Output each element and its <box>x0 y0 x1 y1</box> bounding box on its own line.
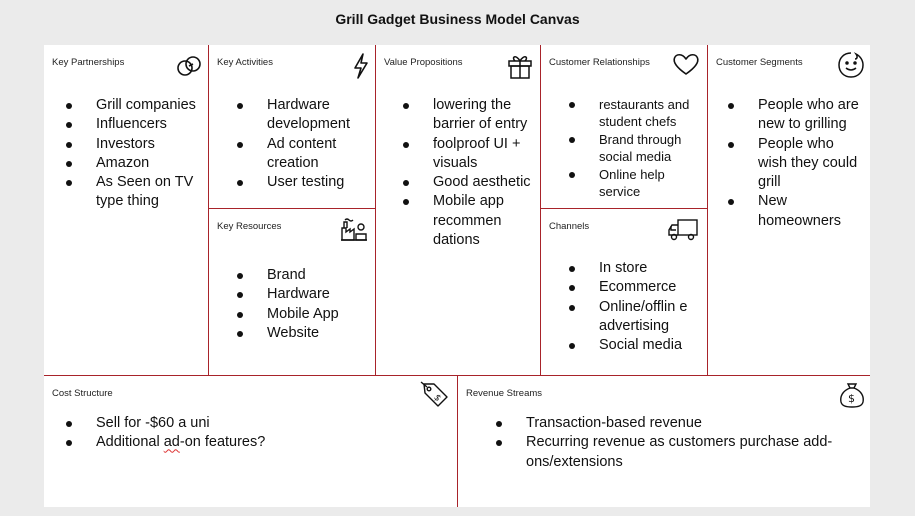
channels-label: Channels <box>549 221 590 232</box>
channels-block <box>541 209 708 375</box>
customer-segments-label: Customer Segments <box>716 57 803 68</box>
list-item: Influencers <box>64 115 204 134</box>
list-item: Mobile App <box>235 305 375 324</box>
link-icon <box>174 51 204 81</box>
customer-relationships-label: Customer Relationships <box>549 57 650 68</box>
list-item: Mobile app recommen dations <box>401 192 539 250</box>
list-item: Social media <box>567 336 707 355</box>
factory-icon <box>339 214 369 244</box>
smiley-face-icon <box>836 50 866 80</box>
channels-list <box>567 259 707 355</box>
list-item: Grill companies <box>64 96 204 115</box>
cost-structure-label: Cost Structure <box>52 388 113 399</box>
list-item: Ecommerce <box>567 278 707 297</box>
list-item: Sell for -$60 a uni <box>64 414 444 433</box>
list-item: In store <box>567 259 707 278</box>
cost-structure-list <box>64 414 444 453</box>
item-text: -on features? <box>179 434 266 451</box>
key-partnerships-list <box>64 96 204 212</box>
customer-segments-list <box>726 96 866 231</box>
svg-text:$: $ <box>848 392 855 405</box>
gift-icon <box>505 51 535 81</box>
value-propositions-label: Value Propositions <box>384 57 463 68</box>
key-activities-label: Key Activities <box>217 57 273 68</box>
key-partnerships-label: Key Partnerships <box>52 57 125 68</box>
list-item: As Seen on TV type thing <box>64 173 204 212</box>
list-item: Ad content creation <box>235 135 375 174</box>
key-resources-list <box>235 266 375 343</box>
revenue-streams-label: Revenue Streams <box>466 388 543 399</box>
value-propositions-list <box>401 96 539 250</box>
customer-relationships-list <box>567 96 707 200</box>
key-partnerships-block <box>44 45 209 375</box>
spellcheck-misspelled-word[interactable]: ad <box>163 434 180 451</box>
list-item: Brand through social media <box>567 131 707 166</box>
list-item: Online help service <box>567 166 707 201</box>
list-item <box>64 433 444 452</box>
list-item: Good aesthetic <box>401 173 539 192</box>
list-item: Hardware <box>235 285 375 304</box>
revenue-streams-list <box>494 414 844 472</box>
list-item: lowering the barrier of entry <box>401 96 539 135</box>
customer-segments-block <box>708 45 870 375</box>
heart-icon <box>671 49 701 79</box>
list-item: Transaction-based revenue <box>494 414 844 433</box>
value-propositions-block <box>376 45 541 375</box>
list-item: Hardware development <box>235 96 375 135</box>
list-item: New homeowners <box>726 192 866 231</box>
list-item: Amazon <box>64 154 204 173</box>
list-item: Investors <box>64 135 204 154</box>
revenue-streams-block <box>458 375 870 507</box>
list-item: User testing <box>235 173 375 192</box>
list-item: Brand <box>235 266 375 285</box>
list-item: Recurring revenue as customers purchase add-ons/extensions <box>494 433 844 472</box>
money-bag-icon <box>837 380 867 410</box>
key-resources-block <box>209 209 376 375</box>
list-item: People who are new to grilling <box>726 96 866 135</box>
key-resources-label: Key Resources <box>217 221 282 232</box>
key-activities-list <box>235 96 375 192</box>
customer-relationships-block <box>541 45 708 209</box>
list-item: People who wish they could grill <box>726 135 866 193</box>
list-item: foolproof UI + visuals <box>401 135 539 174</box>
lightning-icon <box>346 51 376 81</box>
cost-structure-block <box>44 375 458 507</box>
list-item: Online/offlin e advertising <box>567 298 707 337</box>
item-text: Additional <box>96 434 164 451</box>
canvas-title: Grill Gadget Business Model Canvas <box>335 11 580 27</box>
key-activities-block <box>209 45 376 209</box>
svg-text:$: $ <box>431 392 443 404</box>
list-item: Website <box>235 324 375 343</box>
price-tag-icon <box>420 380 450 410</box>
truck-icon <box>666 213 700 243</box>
list-item: restaurants and student chefs <box>567 96 707 131</box>
